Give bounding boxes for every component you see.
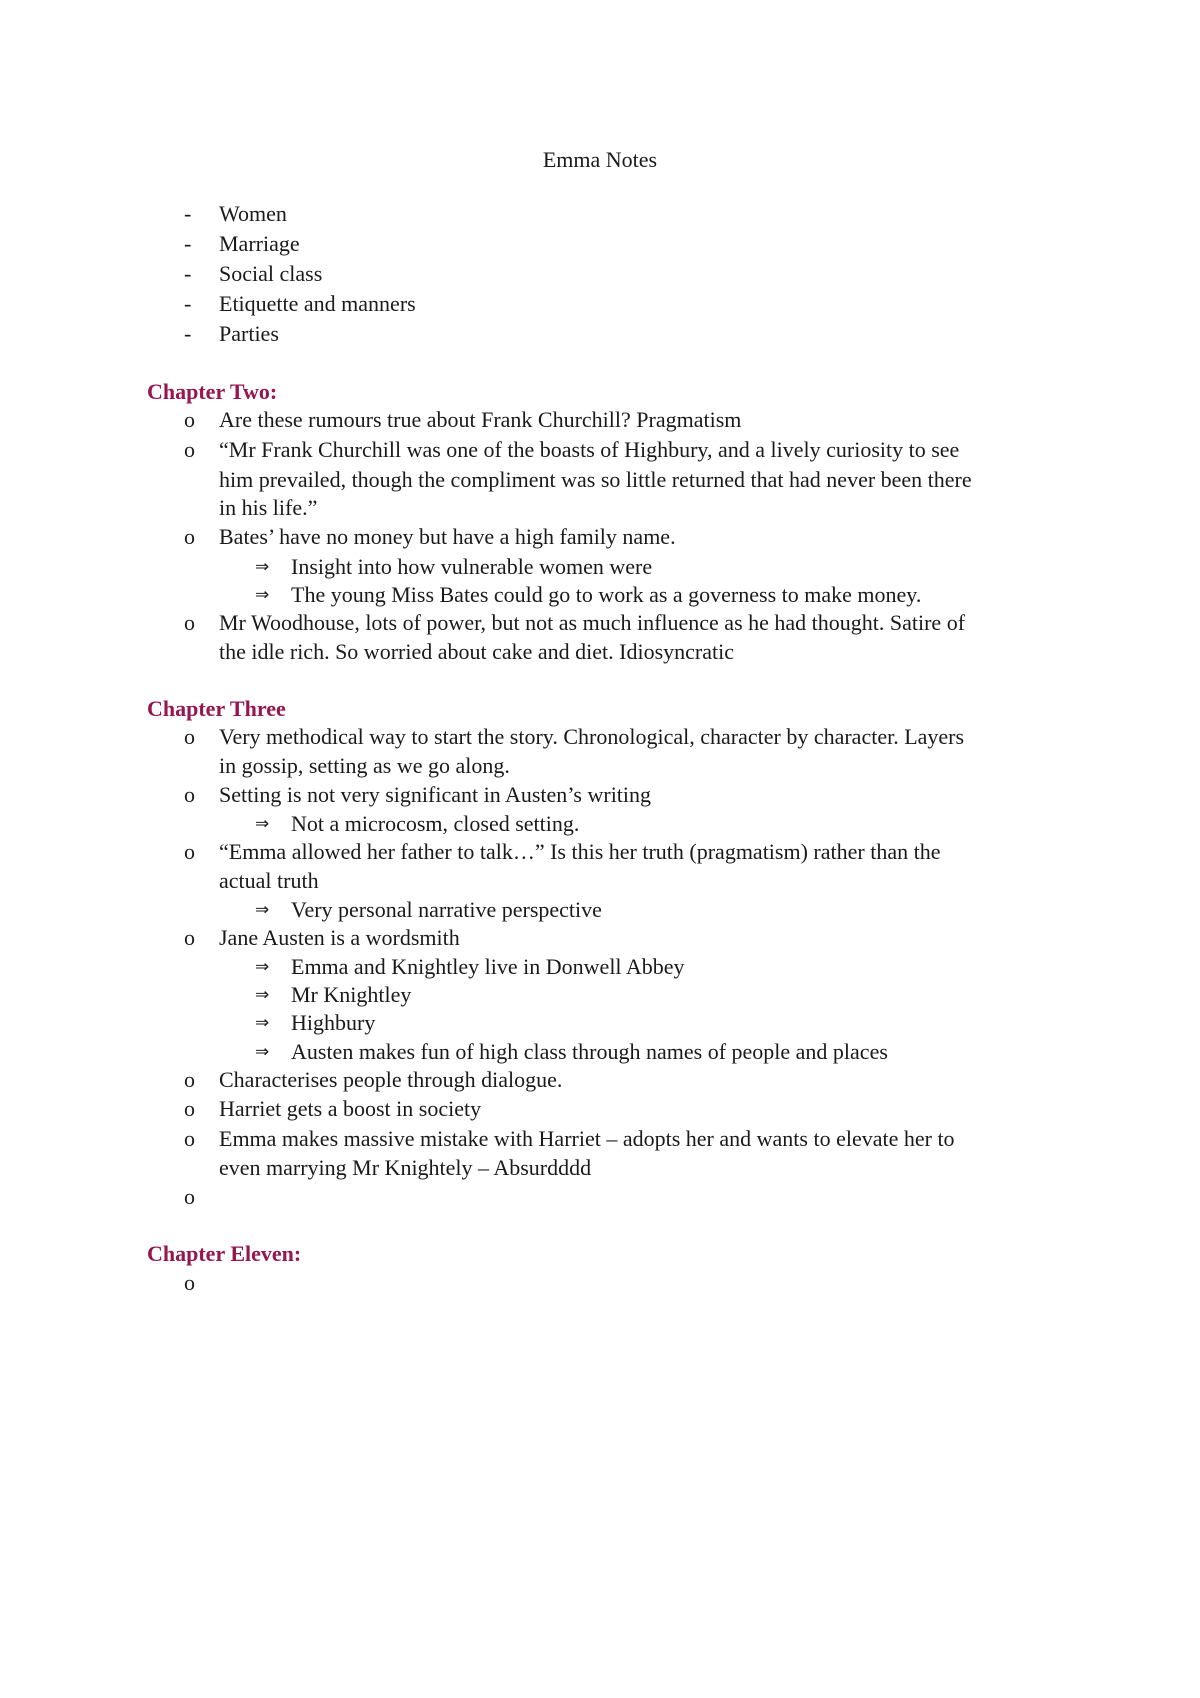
arrow-marker: ⇒ bbox=[255, 957, 270, 977]
theme-item: Social class bbox=[219, 261, 323, 286]
theme-item: Parties bbox=[219, 321, 279, 346]
bullet-marker: o bbox=[184, 782, 195, 807]
note-line: Setting is not very significant in Austen’s writing bbox=[219, 782, 652, 807]
arrow-marker: ⇒ bbox=[255, 1042, 270, 1062]
arrow-marker: ⇒ bbox=[255, 985, 270, 1005]
bullet-marker: o bbox=[184, 839, 195, 864]
sub-note-line: Highbury bbox=[291, 1010, 376, 1035]
dash-marker: - bbox=[184, 261, 192, 286]
note-line: “Mr Frank Churchill was one of the boasts of Highbury, and a lively curiosity to see bbox=[219, 437, 960, 462]
dash-marker: - bbox=[184, 201, 192, 226]
bullet-marker: o bbox=[184, 610, 195, 635]
dash-marker: - bbox=[184, 231, 192, 256]
sub-note-line: Very personal narrative perspective bbox=[291, 897, 602, 922]
sub-note-line: Not a microcosm, closed setting. bbox=[291, 811, 580, 836]
theme-item: Etiquette and manners bbox=[219, 291, 416, 316]
arrow-marker: ⇒ bbox=[255, 900, 270, 920]
note-line: him prevailed, though the compliment was so little returned that had never been there bbox=[219, 467, 972, 492]
bullet-marker: o bbox=[184, 724, 195, 749]
sub-note-line: The young Miss Bates could go to work as a governess to make money. bbox=[291, 582, 922, 607]
chapter-three-heading: Chapter Three bbox=[147, 696, 286, 721]
note-line: Characterises people through dialogue. bbox=[219, 1067, 563, 1092]
note-line: Harriet gets a boost in society bbox=[219, 1096, 482, 1121]
sub-note-line: Insight into how vulnerable women were bbox=[291, 554, 653, 579]
note-line: Bates’ have no money but have a high family name. bbox=[219, 524, 676, 549]
note-line: even marrying Mr Knightely – Absurdddd bbox=[219, 1155, 592, 1180]
bullet-marker: o bbox=[184, 925, 195, 950]
note-line: actual truth bbox=[219, 868, 319, 893]
arrow-marker: ⇒ bbox=[255, 1013, 270, 1033]
note-line: Very methodical way to start the story. Chronological, character by character. Layers bbox=[219, 724, 965, 749]
note-line: Jane Austen is a wordsmith bbox=[219, 925, 460, 950]
bullet-marker: o bbox=[184, 524, 195, 549]
sub-note-line: Mr Knightley bbox=[291, 982, 412, 1007]
arrow-marker: ⇒ bbox=[255, 814, 270, 834]
arrow-marker: ⇒ bbox=[255, 557, 270, 577]
arrow-marker: ⇒ bbox=[255, 585, 270, 605]
note-line: Mr Woodhouse, lots of power, but not as much influence as he had thought. Satire of bbox=[219, 610, 966, 635]
note-line: Emma makes massive mistake with Harriet – adopts her and wants to elevate her to bbox=[219, 1126, 955, 1151]
bullet-marker: o bbox=[184, 1067, 195, 1092]
note-line: the idle rich. So worried about cake and diet. Idiosyncratic bbox=[219, 639, 734, 664]
theme-item: Women bbox=[219, 201, 287, 226]
bullet-marker: o bbox=[184, 407, 195, 432]
sub-note-line: Austen makes fun of high class through names of people and places bbox=[291, 1039, 888, 1064]
bullet-marker: o bbox=[184, 437, 195, 462]
bullet-marker: o bbox=[184, 1126, 195, 1151]
bullet-marker: o bbox=[184, 1096, 195, 1121]
dash-marker: - bbox=[184, 291, 192, 316]
theme-item: Marriage bbox=[219, 231, 300, 256]
note-line: Are these rumours true about Frank Churchill? Pragmatism bbox=[219, 407, 742, 432]
note-line: “Emma allowed her father to talk…” Is this her truth (pragmatism) rather than the bbox=[219, 839, 941, 864]
note-line: in his life.” bbox=[219, 495, 318, 520]
chapter-eleven-heading: Chapter Eleven: bbox=[147, 1241, 302, 1266]
sub-note-line: Emma and Knightley live in Donwell Abbey bbox=[291, 954, 685, 979]
note-line: in gossip, setting as we go along. bbox=[219, 753, 510, 778]
document-title: Emma Notes bbox=[542, 147, 658, 172]
dash-marker: - bbox=[184, 321, 192, 346]
bullet-marker: o bbox=[184, 1270, 195, 1295]
chapter-two-heading: Chapter Two: bbox=[147, 379, 278, 404]
bullet-marker: o bbox=[184, 1184, 195, 1209]
